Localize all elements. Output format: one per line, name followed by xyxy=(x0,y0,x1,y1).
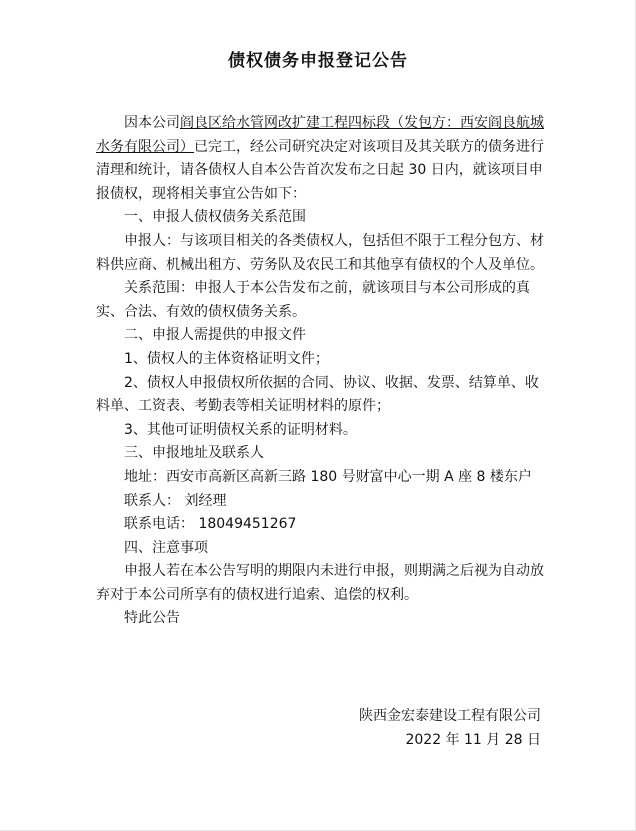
closing-line: 特此公告 xyxy=(124,610,180,627)
notice-body xyxy=(96,112,546,631)
intro-lead: 因本公司 xyxy=(124,115,180,131)
section1-claimants: 申报人：与该项目相关的各类债权人，包括但不限于工程分包方、材料供应商、机械出租方、劳务队及农民工和其他享有债权的个人及单位。 xyxy=(96,232,544,273)
section3-heading: 三、申报地址及联系人 xyxy=(124,445,264,462)
section1-heading: 一、申报人债权债务关系范围 xyxy=(124,209,306,226)
section3-phone: 联系电话： 18049451267 xyxy=(124,516,297,533)
section3-address: 地址：西安市高新区高新三路 180 号财富中心一期 A 座 8 楼东户 xyxy=(124,468,532,485)
page-title: 债权债务申报登记公告 xyxy=(228,51,408,71)
intro-rest: 已完工，经公司研究决定对该项目及其关联方的债务进行清理和统计，请各债权人自本公告首次发布之日起 30 日内，就该项目申报债权，现将相关事宜公告如下： xyxy=(96,138,544,202)
section3-contact: 联系人： 刘经理 xyxy=(124,492,227,509)
section4-notice: 申报人若在本公告写明的期限内未进行申报，则期满之后视为自动放弃对于本公司所享有的债权进行追索、追偿的权利。 xyxy=(96,563,544,603)
intro-paragraph xyxy=(96,112,546,206)
project-name-underlined: 阎良区给水管网改扩建工程四标段（发包方：西安阎良航城水务有限公司） xyxy=(96,115,544,155)
section2-item-1: 1、债权人的主体资格证明文件； xyxy=(124,350,329,367)
signature-date: 2022 年 11 月 28 日 xyxy=(405,732,541,748)
section2-heading: 二、申报人需提供的申报文件 xyxy=(124,327,306,344)
section4-heading: 四、注意事项 xyxy=(124,539,208,556)
section2-item-3: 3、其他可证明债权关系的证明材料。 xyxy=(124,421,357,438)
signature-company: 陕西金宏泰建设工程有限公司 xyxy=(359,708,541,724)
section2-item-2: 2、债权人申报债权所依据的合同、协议、收据、发票、结算单、收料单、工资表、考勤表等相关证明材料的原件； xyxy=(96,374,539,415)
section1-scope: 关系范围：申报人于本公告发布之前，就该项目与本公司形成的真实、合法、有效的债权债务关系。 xyxy=(96,280,530,320)
